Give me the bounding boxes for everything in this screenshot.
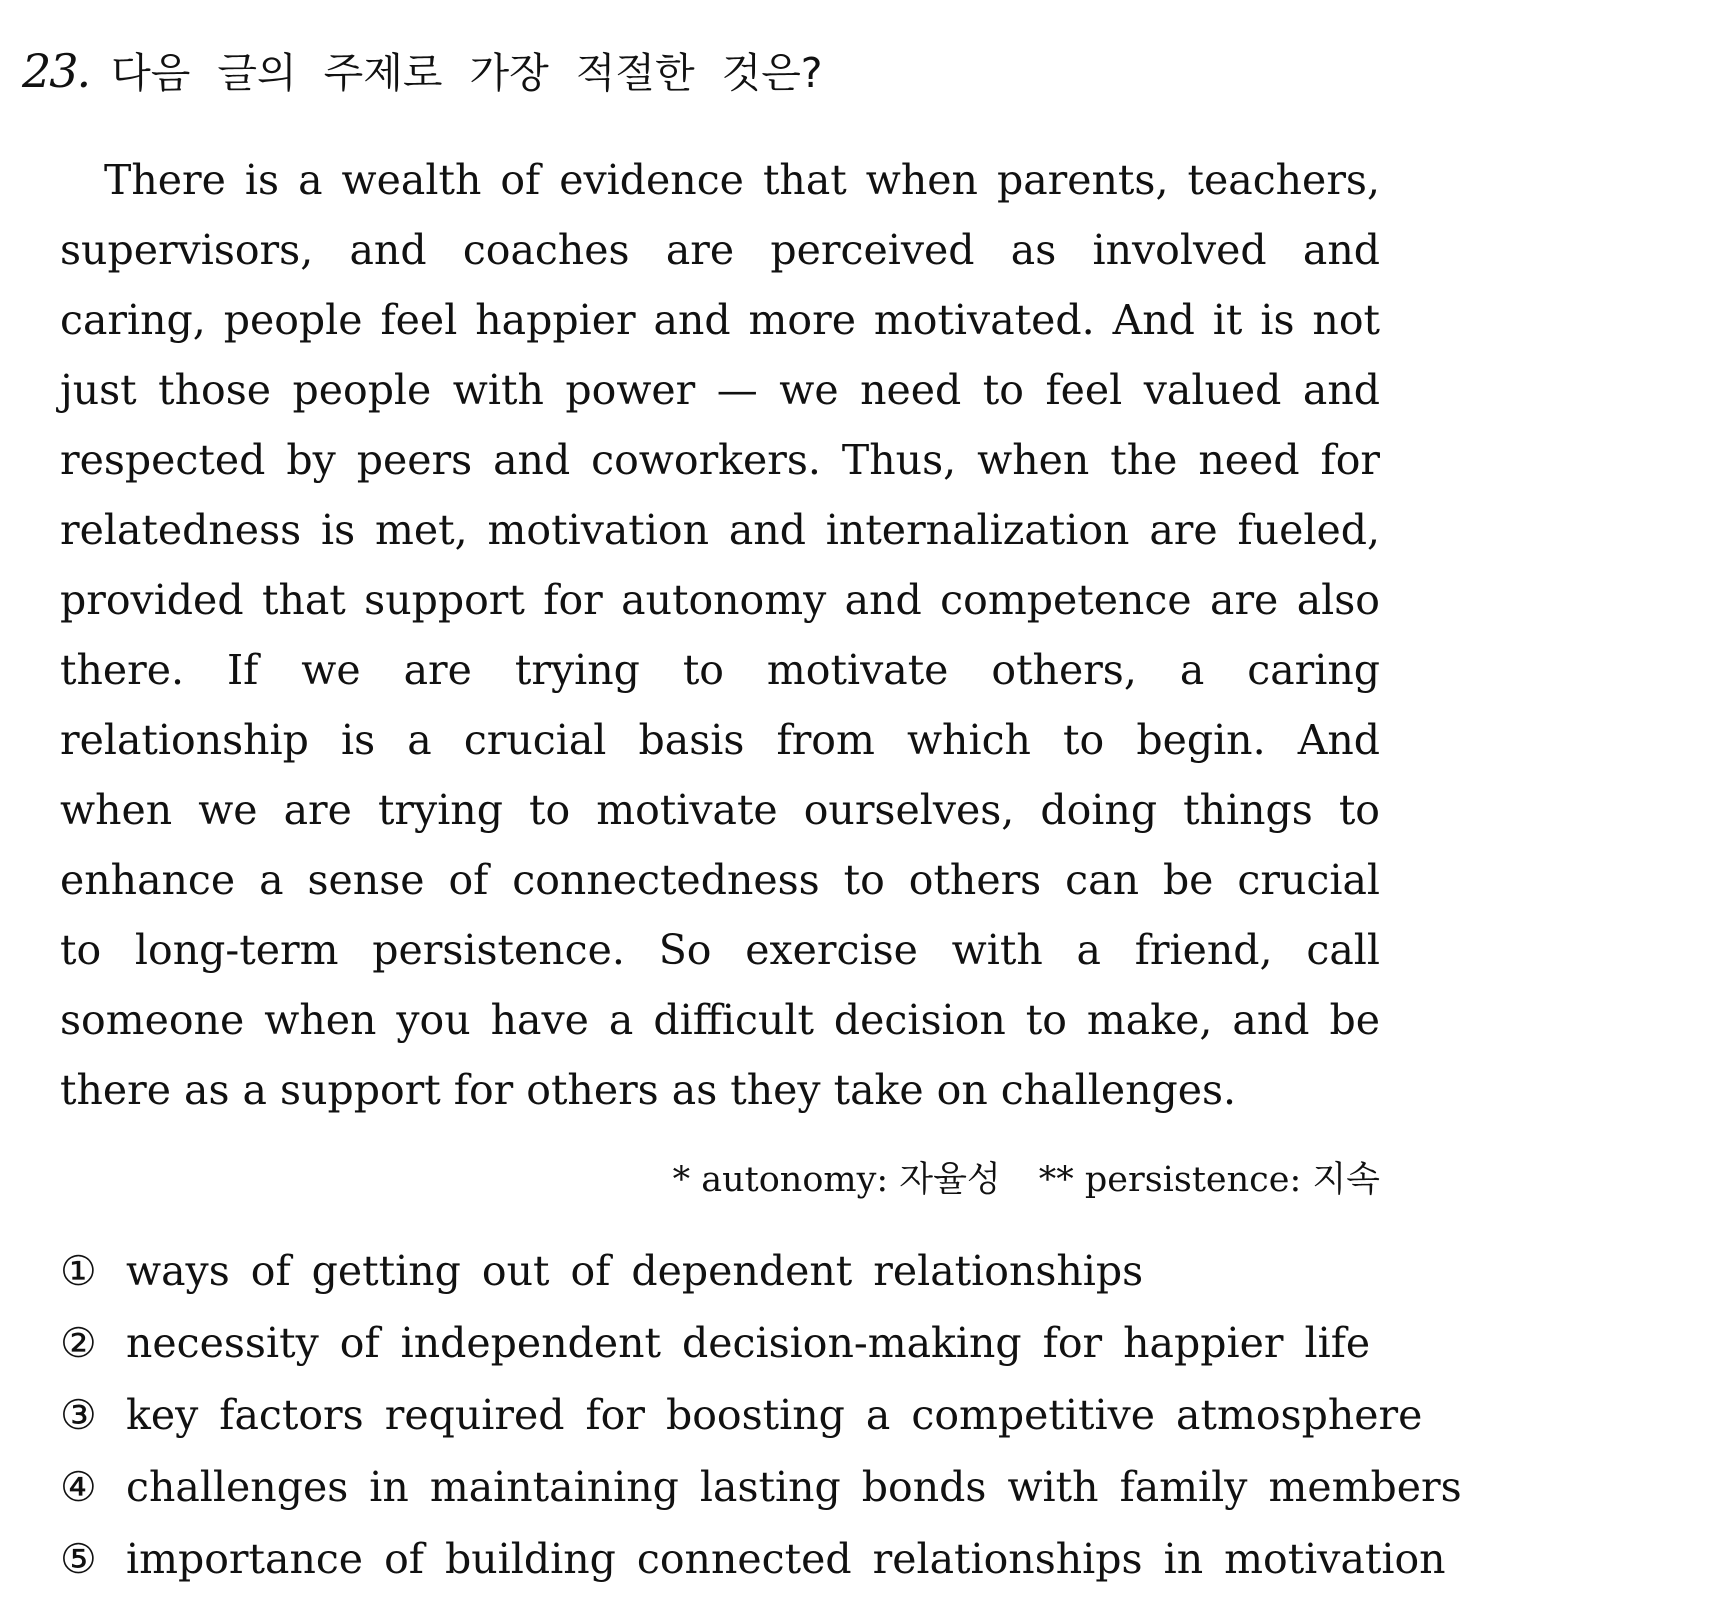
answer-option-2[interactable] (60, 1307, 1462, 1379)
passage-line: respected by peers and coworkers. Thus, when the need for (60, 436, 1380, 484)
answer-option-4[interactable] (60, 1451, 1462, 1523)
option-marker: ④ (60, 1463, 97, 1511)
passage-line: there as a support for others as they take on challenges. (60, 1066, 1237, 1114)
option-marker: ① (60, 1247, 97, 1295)
passage (60, 145, 1380, 1125)
question-prompt: 다음 글의 주제로 가장 적절한 것은? (111, 49, 823, 97)
question-number: 23. (22, 44, 90, 98)
option-marker: ② (60, 1319, 97, 1367)
answer-options (60, 1235, 1462, 1595)
passage-line: when we are trying to motivate ourselves, doing things to (60, 786, 1380, 834)
passage-line: enhance a sense of connectedness to others can be crucial (60, 856, 1380, 904)
option-text: ways of getting out of dependent relationships (126, 1247, 1144, 1295)
passage-line: just those people with power — we need to feel valued and (60, 366, 1380, 414)
passage-line: there. If we are trying to motivate others, a caring (60, 646, 1380, 694)
question-header (22, 40, 823, 99)
footnote-persistence: ** persistence: 지속 (1038, 1160, 1380, 1200)
answer-option-1[interactable] (60, 1235, 1462, 1307)
option-text: challenges in maintaining lasting bonds with family members (126, 1463, 1462, 1511)
passage-line: someone when you have a difficult decision to make, and be (60, 996, 1380, 1044)
option-text: importance of building connected relationships in motivation (126, 1535, 1446, 1583)
footnotes (673, 1152, 1380, 1202)
passage-line: supervisors, and coaches are perceived as involved and (60, 226, 1380, 274)
passage-line: to long-term persistence. So exercise with a friend, call (60, 926, 1380, 974)
passage-line: provided that support for autonomy and competence are also (60, 576, 1380, 624)
option-marker: ⑤ (60, 1535, 97, 1583)
option-marker: ③ (60, 1391, 97, 1439)
answer-option-3[interactable] (60, 1379, 1462, 1451)
passage-line: relationship is a crucial basis from which to begin. And (60, 716, 1380, 764)
passage-line: relatedness is met, motivation and internalization are fueled, (60, 506, 1380, 554)
option-text: key factors required for boosting a competitive atmosphere (126, 1391, 1423, 1439)
passage-line: caring, people feel happier and more motivated. And it is not (60, 296, 1380, 344)
option-text: necessity of independent decision-making for happier life (126, 1319, 1371, 1367)
passage-line: There is a wealth of evidence that when parents, teachers, (104, 156, 1380, 204)
answer-option-5[interactable] (60, 1523, 1462, 1595)
footnote-autonomy: * autonomy: 자율성 (672, 1160, 1001, 1200)
